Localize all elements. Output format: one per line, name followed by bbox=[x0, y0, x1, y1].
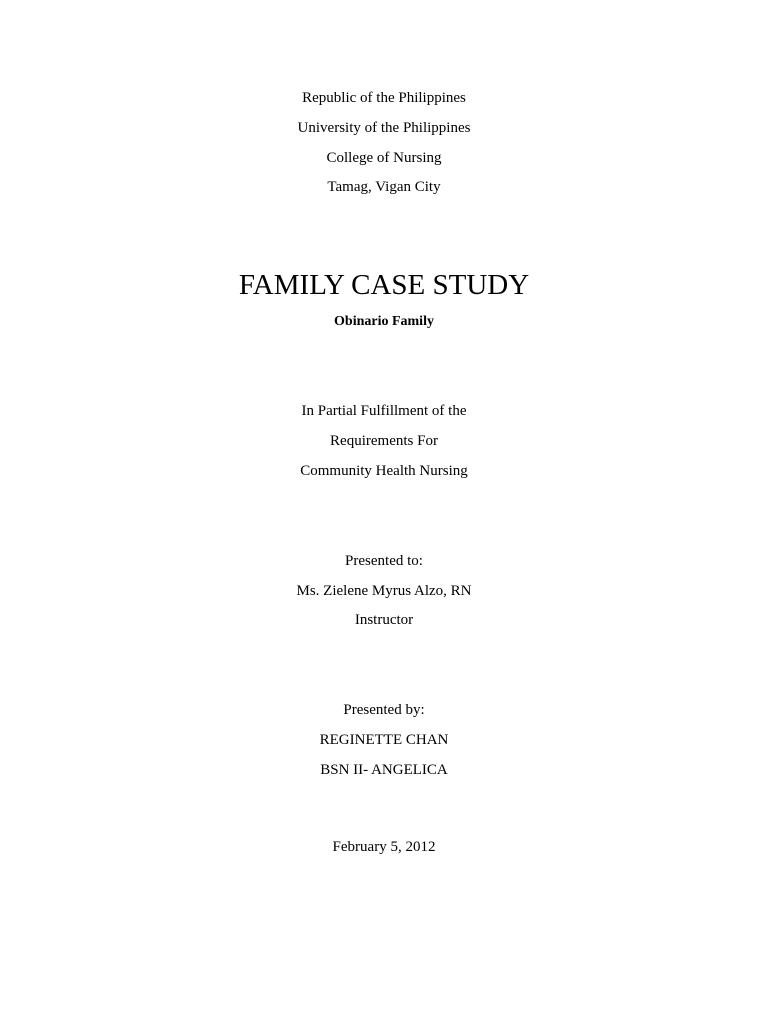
header-college: College of Nursing bbox=[326, 150, 442, 166]
header-university: University of the Philippines bbox=[297, 120, 471, 136]
header-location: Tamag, Vigan City bbox=[327, 179, 441, 195]
fulfillment-line-2: Requirements For bbox=[330, 433, 438, 449]
header-country: Republic of the Philippines bbox=[302, 90, 466, 106]
fulfillment-line-1: In Partial Fulfillment of the bbox=[301, 403, 467, 419]
instructor-role: Instructor bbox=[354, 612, 414, 628]
instructor-name: Ms. Zielene Myrus Alzo, RN bbox=[296, 583, 472, 599]
fulfillment-course: Community Health Nursing bbox=[300, 463, 468, 479]
presented-to-label: Presented to: bbox=[345, 553, 423, 569]
document-date: February 5, 2012 bbox=[332, 839, 436, 855]
student-section: BSN II- ANGELICA bbox=[320, 762, 448, 778]
document-subtitle: Obinario Family bbox=[334, 314, 434, 329]
presented-by-label: Presented by: bbox=[343, 702, 425, 718]
document-title: FAMILY CASE STUDY bbox=[238, 269, 530, 301]
student-name: REGINETTE CHAN bbox=[319, 732, 449, 748]
